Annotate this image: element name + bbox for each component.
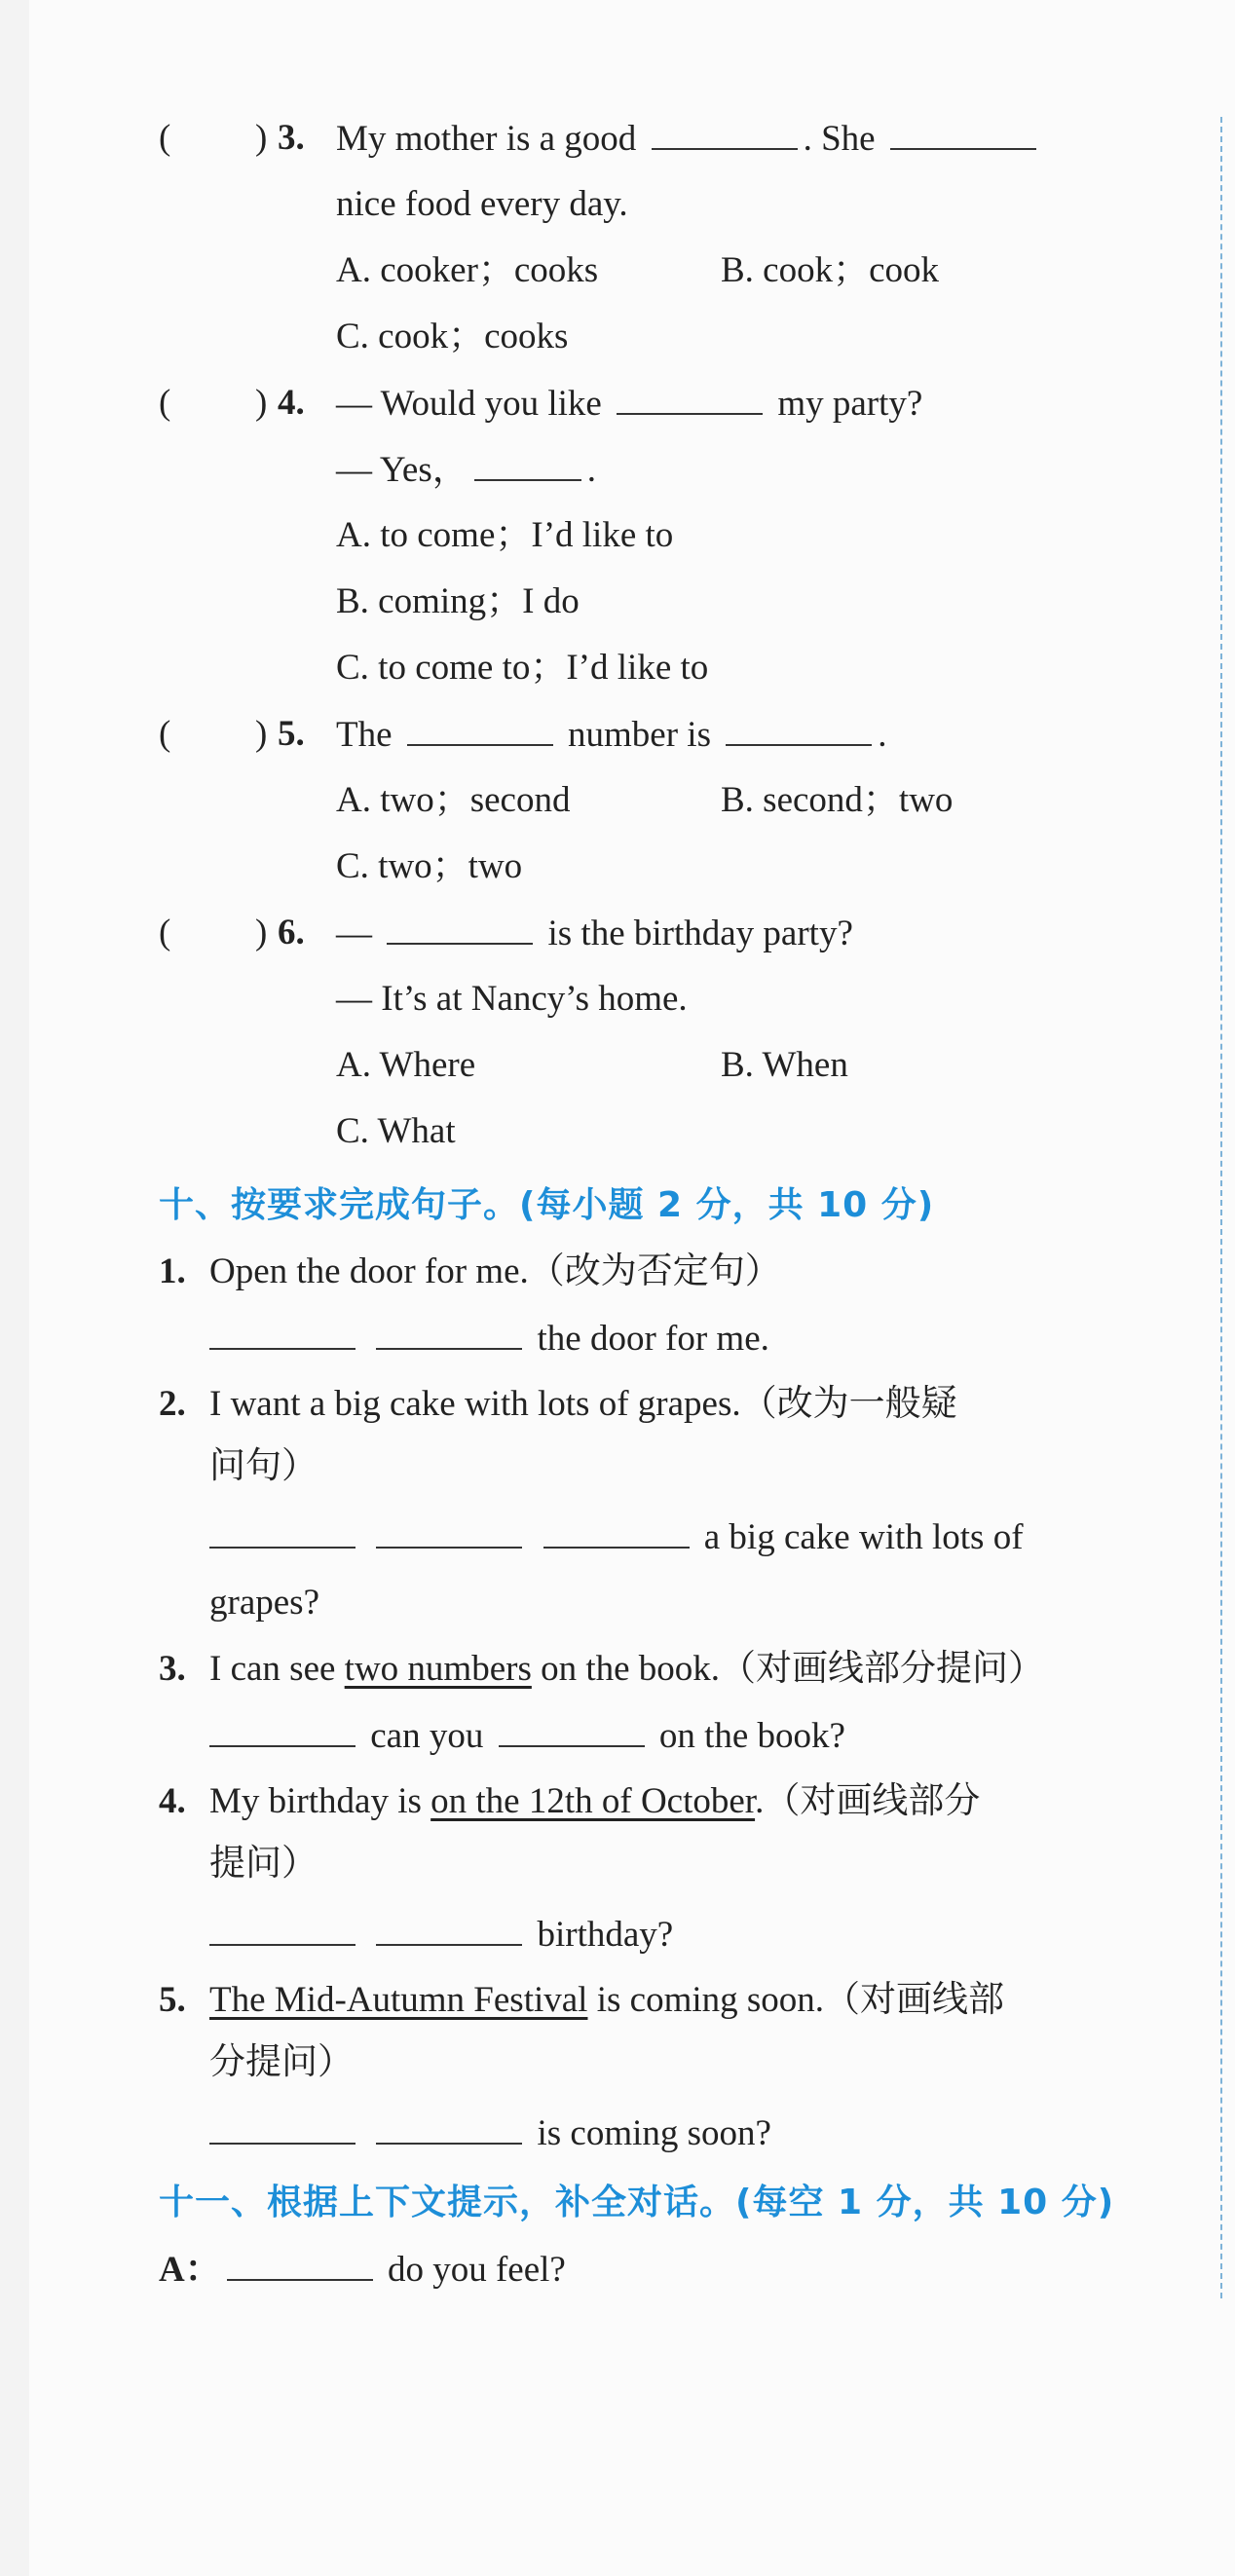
option-c: C. What: [336, 1111, 456, 1151]
answer-paren-close: ): [255, 118, 268, 158]
question-number: 5.: [278, 714, 305, 754]
s10-q2-text2: 问句）: [209, 1446, 318, 1486]
option-a: A. to come；I’d like to: [336, 515, 674, 555]
speaker-label: A：: [159, 2250, 221, 2290]
question-6-line1: — is the birthday party?: [336, 910, 853, 957]
s10-q5-text: The Mid-Autumn Festival is coming soon.（对画线部: [209, 1980, 1005, 2020]
underlined-phrase: The Mid-Autumn Festival: [209, 1980, 588, 2020]
answer-blank[interactable]: [617, 380, 763, 415]
answer-blank[interactable]: [376, 1911, 522, 1946]
s10-q3-answer: can you on the book?: [209, 1712, 845, 1760]
s10-q4-text: My birthday is on the 12th of October.（对画线部分: [209, 1781, 981, 1821]
question-number: 4.: [278, 383, 305, 423]
s10-q2-answer: a big cake with lots of: [209, 1513, 1024, 1561]
option-b: B. When: [721, 1045, 848, 1085]
question-3-line1: My mother is a good . She: [336, 115, 1042, 163]
answer-paren-open: (: [159, 714, 171, 754]
option-b: B. cook；cook: [721, 250, 940, 290]
margin-dotted-line: [1220, 117, 1222, 2298]
answer-blank[interactable]: [227, 2246, 373, 2281]
s10-q5-answer: is coming soon?: [209, 2109, 771, 2157]
answer-blank[interactable]: [407, 711, 553, 746]
answer-blank[interactable]: [474, 446, 581, 481]
question-5-line1: The number is .: [336, 711, 886, 759]
answer-blank[interactable]: [652, 115, 798, 150]
answer-blank[interactable]: [387, 910, 533, 945]
option-b: B. coming；I do: [336, 581, 580, 621]
answer-blank[interactable]: [209, 1315, 356, 1350]
answer-blank[interactable]: [890, 115, 1036, 150]
section-10-title: 十、按要求完成句子。(每小题 2 分，共 10 分): [159, 1185, 935, 1225]
s10-q2-text: I want a big cake with lots of grapes.（改为一般疑: [209, 1384, 957, 1424]
question-6-line2: — It’s at Nancy’s home.: [336, 979, 688, 1019]
option-a: A. Where: [336, 1045, 476, 1085]
s10-q1-answer: the door for me.: [209, 1315, 769, 1363]
answer-blank[interactable]: [726, 711, 872, 746]
answer-blank[interactable]: [209, 2109, 356, 2145]
question-4-line1: — Would you like my party?: [336, 380, 922, 428]
option-c: C. to come to；I’d like to: [336, 648, 709, 688]
question-number: 5.: [159, 1980, 186, 2020]
answer-blank[interactable]: [376, 2109, 522, 2145]
option-c: C. cook；cooks: [336, 317, 569, 356]
question-number: 4.: [159, 1781, 186, 1821]
option-a: A. cooker；cooks: [336, 250, 599, 290]
answer-paren-open: (: [159, 383, 171, 423]
s10-q5-text2: 分提问）: [209, 2042, 354, 2082]
s10-q1-text: Open the door for me.（改为否定句）: [209, 1251, 781, 1291]
answer-blank[interactable]: [543, 1513, 690, 1549]
answer-paren-open: (: [159, 118, 171, 158]
s10-q4-text2: 提问）: [209, 1844, 318, 1884]
answer-paren-open: (: [159, 913, 171, 952]
answer-blank[interactable]: [209, 1911, 356, 1946]
underlined-phrase: two numbers: [344, 1649, 532, 1689]
s10-q4-answer: birthday?: [209, 1911, 673, 1959]
underlined-phrase: on the 12th of October: [430, 1781, 756, 1821]
question-number: 6.: [278, 913, 305, 952]
s10-q2-answer2: grapes?: [209, 1583, 319, 1623]
question-number: 2.: [159, 1384, 186, 1424]
answer-paren-close: ): [255, 383, 268, 423]
option-a: A. two；second: [336, 780, 571, 820]
answer-blank[interactable]: [376, 1315, 522, 1350]
question-number: 3.: [159, 1649, 186, 1689]
section-11-title: 十一、根据上下文提示，补全对话。(每空 1 分，共 10 分): [159, 2183, 1115, 2222]
answer-paren-close: ): [255, 714, 268, 754]
option-b: B. second；two: [721, 780, 954, 820]
question-number: 1.: [159, 1251, 186, 1291]
s10-q3-text: I can see two numbers on the book.（对画线部分提问）: [209, 1649, 1045, 1689]
answer-blank[interactable]: [376, 1513, 522, 1549]
answer-blank[interactable]: [209, 1513, 356, 1549]
answer-blank[interactable]: [499, 1712, 645, 1747]
option-c: C. two；two: [336, 846, 523, 886]
page-edge: [0, 0, 29, 2576]
question-3-line2: nice food every day.: [336, 184, 628, 224]
answer-blank[interactable]: [209, 1712, 356, 1747]
question-4-line2: — Yes， .: [336, 446, 596, 494]
answer-paren-close: ): [255, 913, 268, 952]
dialogue-line-a1: A： do you feel?: [159, 2246, 566, 2294]
question-number: 3.: [278, 118, 305, 158]
